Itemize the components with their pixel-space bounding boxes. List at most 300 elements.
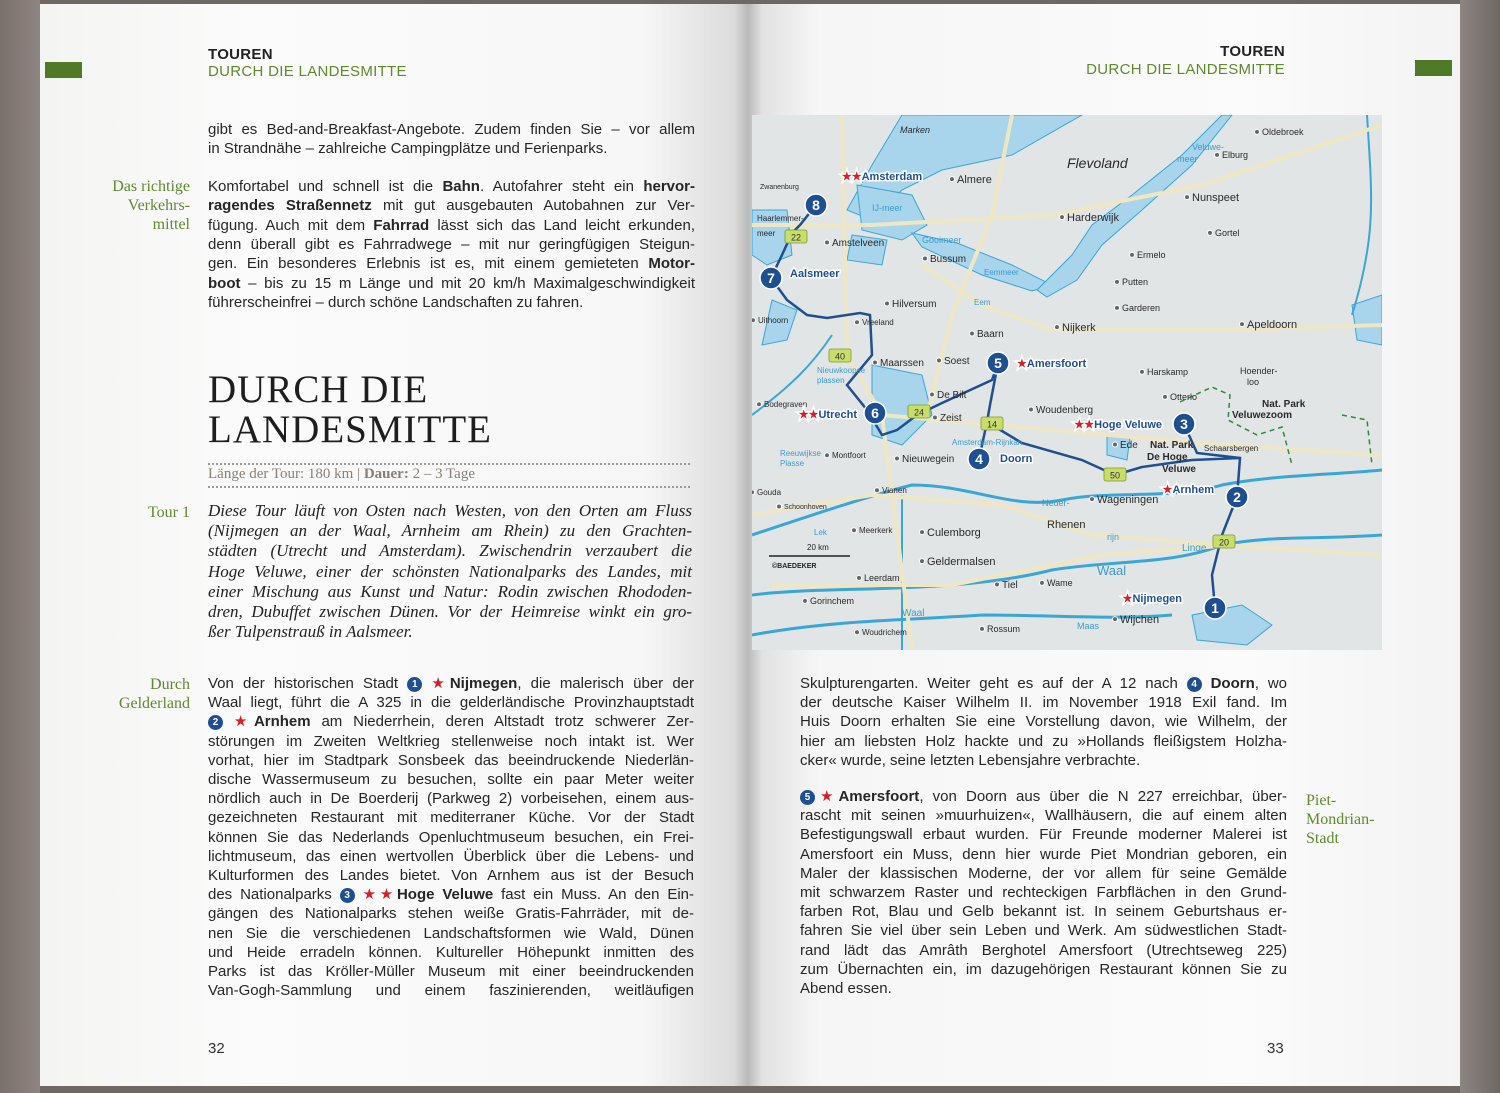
- section-color-bar: [45, 62, 82, 78]
- map-place-label: Baarn: [977, 329, 1004, 340]
- text: Waal liegt, führt die A 325 in die gelderländische Provinzhauptstadt: [208, 694, 694, 712]
- city-dot-icon: [920, 530, 925, 535]
- stop-number-badge: 3: [340, 888, 355, 903]
- text: und Heide erradeln können. Kultureller Höhepunkt inmitten des: [208, 943, 694, 961]
- map-place-label: Veluwe: [1162, 464, 1196, 475]
- map-place-label: Neder-: [1042, 498, 1070, 508]
- text: , die malerisch über der: [517, 675, 694, 692]
- text-line: [208, 789, 694, 808]
- star-rating-icon: ★★: [841, 171, 862, 183]
- text-line: [208, 602, 692, 621]
- city-dot-icon: [1215, 152, 1220, 157]
- bold-term: Doorn: [1201, 675, 1255, 692]
- text-line: [208, 885, 694, 904]
- map-place-label: Zeist: [940, 413, 962, 424]
- map-place-label: Wageningen: [1097, 494, 1159, 506]
- text: dren, Dubuffet zwischen Dünen. Vor der Heimreise winkt ein gro-: [208, 602, 692, 621]
- city-dot-icon: [895, 456, 900, 461]
- map-place-label: Waal: [902, 608, 925, 619]
- divider: [208, 486, 690, 488]
- star-rating-icon: ★: [1122, 593, 1133, 605]
- city-dot-icon: [1255, 129, 1260, 134]
- map-place-label: De Bilt: [937, 390, 967, 401]
- city-dot-icon: [1090, 497, 1095, 502]
- map-place-label: Flevoland: [1067, 155, 1128, 171]
- city-dot-icon: [855, 320, 860, 325]
- text: Komfortabel und schnell ist die: [208, 178, 443, 195]
- map-place-label: Linge: [1182, 543, 1207, 554]
- star-rating-icon: ★: [815, 788, 839, 805]
- map-place-label: Hoender-: [1240, 366, 1278, 376]
- city-dot-icon: [1115, 305, 1120, 310]
- text: denn überall gibt es Fahrradwege – mit nur geringfügigen Steigun-: [208, 235, 695, 253]
- city-dot-icon: [1040, 580, 1045, 585]
- stop-label: ★Amersfoort: [1017, 358, 1087, 370]
- stop-number-badge: 2: [208, 715, 223, 730]
- text-line: [208, 274, 695, 293]
- map-place-label: Vreeland: [862, 318, 894, 327]
- length-label: Länge der Tour:: [208, 466, 305, 482]
- map-place-label: Nieuwkoopse: [817, 366, 866, 375]
- margin-note-line: Gelderland: [118, 695, 190, 712]
- map-place-label: rijn: [1107, 532, 1120, 542]
- text: fahren Sie viel über sein Leben und Werk. Am südwestlichen Stadt-: [800, 922, 1287, 940]
- text-line: [208, 751, 694, 770]
- city-dot-icon: [1115, 279, 1120, 284]
- bold-term: ragendes Straßennetz: [208, 197, 372, 215]
- map-place-label: Culemborg: [927, 527, 981, 539]
- text: Befestigungswall erbaut wurden. Für Freunde moderner Malerei ist: [800, 826, 1287, 844]
- map-place-label: Gorinchem: [810, 596, 855, 606]
- map-place-label: Lek: [814, 528, 827, 537]
- map-place-label: Nieuwegein: [902, 454, 955, 465]
- text-line: [208, 808, 694, 827]
- stop-number: 8: [812, 197, 820, 213]
- map-place-label: Elburg: [1222, 150, 1249, 160]
- text: fügung. Auch mit dem: [208, 216, 374, 234]
- road-number-badge: [908, 405, 930, 418]
- text: in Strandnähe – zahlreiche Campingplätze und Ferienparks.: [208, 140, 608, 158]
- margin-note-line: Tour 1: [148, 504, 190, 521]
- map-place-label: Nat. Park: [1150, 440, 1194, 451]
- road-number-badge: [829, 349, 851, 362]
- text-line: [208, 120, 695, 139]
- city-dot-icon: [1185, 195, 1190, 200]
- stop-number: 3: [1180, 416, 1188, 432]
- map-place-label: Marken: [900, 125, 931, 135]
- text: der deutsche Kaiser Wilhelm II. im November 1918 Exil fand. Im: [800, 694, 1287, 712]
- city-dot-icon: [933, 415, 938, 420]
- map-place-label: Soest: [944, 356, 970, 367]
- text: gängen des Nationalparks stehen weiße Gratis-Fahrräder, mit de-: [208, 905, 694, 923]
- bold-term: hervor-: [643, 178, 695, 195]
- text: Abend essen.: [800, 980, 892, 997]
- city-dot-icon: [777, 504, 782, 509]
- page-number: 33: [1267, 1040, 1284, 1057]
- city-dot-icon: [995, 582, 1000, 587]
- star-rating-icon: ★★: [1074, 419, 1095, 431]
- map-place-label: Geldermalsen: [927, 556, 996, 568]
- map-place-label: Eem: [974, 298, 991, 307]
- city-dot-icon: [752, 318, 756, 323]
- city-dot-icon: [803, 598, 808, 603]
- map-place-label: Amstelveen: [832, 238, 885, 249]
- bold-term: Nijmegen: [449, 675, 518, 692]
- text-line: [208, 866, 694, 885]
- city-dot-icon: [1113, 617, 1118, 622]
- map-place-label: Nijkerk: [1062, 322, 1096, 334]
- text-line: [800, 883, 1287, 902]
- map-place-label: Gooimeer: [922, 235, 962, 245]
- text: städten (Utrecht und Amsterdam). Zwischendrin verzaubert die: [208, 541, 692, 561]
- length-value: 180 km: [307, 466, 354, 482]
- stop-number-badge: 5: [800, 790, 815, 805]
- map-place-label: Amsterdam-Rijnkan.: [952, 438, 1025, 447]
- map-place-label: Apeldoorn: [1247, 319, 1298, 331]
- text: störungen im Zweiten Weltkrieg stellenweise noch intakt ist. Wer: [208, 732, 694, 750]
- text: Van-Gogh-Sammlung und einem faszinierenden, weitläufigen: [208, 982, 694, 1000]
- road-number: 24: [913, 407, 925, 418]
- map-place-label: De Hoge: [1147, 452, 1188, 463]
- map-place-label: Rhenen: [1047, 519, 1086, 531]
- text-line: [800, 921, 1287, 940]
- text-line: [208, 521, 692, 540]
- city-dot-icon: [937, 358, 942, 363]
- map-place-label: loo: [1247, 377, 1260, 387]
- text: Hoge Veluwe, einer der schönsten Nationalparks des Landes, mit: [208, 561, 692, 581]
- stop-label: ★★Amsterdam: [841, 171, 923, 183]
- text-line: [800, 979, 1287, 998]
- stop-number: 1: [1211, 600, 1219, 616]
- tour-meta: [208, 466, 475, 483]
- stop-label: ★★Hoge Veluwe: [1074, 419, 1162, 431]
- map-place-label: Schoonhoven: [784, 504, 827, 511]
- map-place-label: Oldebroek: [1262, 127, 1304, 137]
- text: des Nationalparks: [208, 886, 340, 904]
- city-dot-icon: [1163, 394, 1168, 399]
- bold-term: boot: [208, 274, 241, 292]
- text-line: [208, 293, 695, 312]
- map-place-label: IJ-meer: [872, 203, 903, 213]
- text-line: [208, 904, 694, 923]
- map-place-label: Bussum: [930, 254, 967, 265]
- book-edge-right: [1460, 0, 1500, 1093]
- city-dot-icon: [1060, 215, 1065, 220]
- map-place-label: Woudenberg: [1036, 405, 1094, 416]
- star-rating-icon: ★: [1017, 358, 1027, 370]
- bold-term: Arnhem: [253, 713, 311, 731]
- text: gibt es Bed-and-Breakfast-Angebote. Zudem finden Sie – vor allem: [208, 121, 695, 138]
- map-place-label: meer: [1177, 154, 1198, 164]
- star-rating-icon: ★★: [798, 409, 819, 421]
- text-line: [208, 582, 692, 601]
- map-place-label: Veluwezoom: [1232, 410, 1293, 421]
- margin-note-line: Mondrian-: [1306, 811, 1375, 828]
- text: Maler der klassischen Moderne, der vor allem für seine Gemälde: [800, 864, 1287, 882]
- running-header-section: TOUREN: [1220, 43, 1285, 60]
- text-line: [208, 235, 695, 254]
- city-dot-icon: [920, 559, 925, 564]
- scale-label: 20 km: [807, 543, 829, 552]
- city-dot-icon: [970, 331, 975, 336]
- separator: |: [357, 466, 361, 482]
- map-place-label: Eemmeer: [984, 268, 1019, 277]
- map-place-label: Haarlemmer-: [757, 214, 804, 223]
- margin-note-line: Stadt: [1306, 830, 1339, 847]
- road-number: 50: [1109, 470, 1121, 481]
- map-place-label: Maarssen: [880, 358, 924, 369]
- text: führerscheinfrei – durch schöne Landschaften zu fahren.: [208, 293, 584, 311]
- map-place-label: Nat. Park: [1262, 399, 1306, 410]
- text: Von der historischen Stadt: [208, 675, 408, 692]
- stop-number: 4: [975, 451, 983, 467]
- text: . Autofahrer steht ein: [479, 178, 644, 195]
- text-line: [800, 806, 1287, 825]
- map-place-label: Gouda: [757, 488, 782, 497]
- text-line: [208, 770, 694, 789]
- city-dot-icon: [752, 490, 755, 495]
- text-line: [208, 924, 694, 943]
- text: dische Wassermuseum zu besuchen, sollte ein paar Meter weiter: [208, 771, 694, 788]
- map-place-label: Nunspeet: [1192, 192, 1240, 204]
- text-line: [800, 825, 1287, 844]
- map-place-label: Meerkerk: [859, 526, 893, 535]
- map-place-label: Vianen: [882, 486, 907, 495]
- text-line: [208, 674, 694, 693]
- duration-label: Dauer:: [363, 466, 409, 482]
- text: Parks ist das Kröller-Müller Museum mit einer beeindruckenden: [208, 963, 694, 980]
- text-line: [800, 693, 1287, 712]
- city-dot-icon: [1055, 325, 1060, 330]
- road-number: 22: [790, 232, 802, 243]
- map-place-label: Harskamp: [1147, 367, 1189, 377]
- section-color-bar: [1415, 60, 1452, 76]
- map-place-label: Plasse: [780, 459, 805, 468]
- text: (Nijmegen an der Waal, Arnheim am Rhein) zu den Grachten-: [208, 521, 692, 541]
- text-line: [800, 941, 1287, 960]
- text: Skulpturengarten. Weiter geht es auf der A 12 nach: [800, 675, 1187, 692]
- map-place-label: Almere: [957, 174, 992, 186]
- road-number-badge: [785, 230, 807, 243]
- text-line: [208, 847, 694, 866]
- map-place-label: Montfoort: [832, 451, 866, 460]
- text-line: [800, 902, 1287, 921]
- city-dot-icon: [1208, 230, 1213, 235]
- map-place-label: Uithoorn: [758, 316, 789, 325]
- bold-term: Amersfoort: [838, 788, 920, 805]
- star-rating-icon: ★: [1162, 484, 1173, 496]
- text-line: [208, 541, 692, 560]
- stop-number: 7: [767, 270, 775, 286]
- text: , wo: [1254, 675, 1287, 692]
- city-dot-icon: [873, 360, 878, 365]
- text-line: [208, 254, 695, 273]
- city-dot-icon: [885, 301, 890, 306]
- text-line: [208, 196, 695, 215]
- map-place-label: Waal: [1097, 563, 1127, 578]
- chapter-title-line-2: LANDESMITTE: [208, 408, 492, 451]
- stop-label: Aalsmeer: [790, 268, 840, 280]
- map-place-label: Gortel: [1215, 228, 1240, 238]
- road-number-badge: [1104, 468, 1126, 481]
- text: Diese Tour läuft von Osten nach Westen, von den Orten am Fluss: [208, 501, 692, 520]
- map-place-label: Ermelo: [1137, 250, 1166, 260]
- text-line: [208, 693, 694, 712]
- text-line: [800, 674, 1287, 693]
- text-line: [800, 787, 1287, 806]
- city-dot-icon: [875, 488, 880, 493]
- text-line: [800, 845, 1287, 864]
- road-number-badge: [981, 417, 1003, 430]
- bold-term: Bahn: [442, 178, 480, 195]
- star-rating-icon: ★★: [354, 886, 397, 904]
- text: zum Übernachten ein, im dazugehörigen Restaurant können Sie zu: [800, 960, 1287, 978]
- text-line: [800, 864, 1287, 883]
- text-line: [208, 562, 692, 581]
- margin-note-line: Das richtige: [112, 178, 190, 195]
- text-line: [208, 943, 694, 962]
- map-place-label: Hilversum: [892, 299, 937, 310]
- book-edge-left: [0, 0, 40, 1093]
- running-header-subsection: DURCH DIE LANDESMITTE: [208, 63, 407, 80]
- map-place-label: Ede: [1120, 440, 1138, 451]
- bold-term: Motor-: [648, 255, 695, 273]
- map-place-label: Woudrichem: [862, 628, 907, 637]
- star-rating-icon: ★: [223, 713, 254, 731]
- map-place-label: Putten: [1122, 277, 1149, 287]
- text: – bis zu 15 m Länge und mit 20 km/h Maximalgeschwindigkeit: [240, 274, 695, 292]
- copyright: ©BAEDEKER: [772, 563, 817, 570]
- tour-map: [752, 115, 1382, 650]
- margin-note-line: mittel: [152, 216, 190, 233]
- text-line: [208, 732, 694, 751]
- text-line: [800, 712, 1287, 731]
- road-number: 14: [986, 419, 998, 430]
- city-dot-icon: [757, 402, 762, 407]
- road-number: 40: [834, 351, 846, 362]
- text: Huis Doorn erhalten Sie eine Vorstellung davon, wie Wilhelm, der: [800, 713, 1287, 731]
- map-place-label: Zwanenburg: [760, 184, 799, 191]
- chapter-title-line-1: DURCH DIE: [208, 368, 429, 411]
- margin-note-line: Durch: [150, 676, 190, 693]
- text: cker« wurde, seine letzten Lebensjahre verbrachte.: [800, 751, 1141, 769]
- divider: [208, 463, 690, 465]
- map-place-label: Veluwe-: [1192, 142, 1225, 152]
- city-dot-icon: [825, 453, 830, 458]
- text: am Niederrhein, deren Altstadt trotz schwerer Zer-: [310, 713, 695, 731]
- text-line: [208, 139, 695, 158]
- map-place-label: Leerdam: [864, 573, 900, 583]
- text-line: [208, 828, 694, 847]
- text: , von Doorn aus über die N 227 erreichbar, über-: [919, 788, 1287, 805]
- map-land: [752, 115, 1382, 650]
- city-dot-icon: [980, 626, 985, 631]
- text: gen. Ein besonderes Erlebnis ist es, mit einem gemieteten: [208, 255, 649, 273]
- text-line: [208, 177, 695, 196]
- map-place-label: plassen: [817, 376, 845, 385]
- map-place-label: Bodegraven: [764, 400, 808, 409]
- city-dot-icon: [857, 575, 862, 580]
- text: ßer Tulpenstrauß in Aalsmeer.: [208, 622, 413, 642]
- map-place-label: Harderwijk: [1067, 212, 1119, 224]
- text: Amersfoort ein Muss, denn hier wurde Piet Mondrian geboren, ein: [800, 845, 1287, 863]
- stop-number: 5: [994, 355, 1002, 371]
- road-number-badge: [1213, 535, 1235, 548]
- text-line: [208, 216, 695, 235]
- margin-note-line: Verkehrs-: [127, 197, 190, 214]
- map-place-label: Wame: [1047, 578, 1073, 588]
- text: mit gut ausgebauten Autobahnen zur Ver-: [371, 197, 695, 215]
- text-line: [208, 712, 694, 731]
- map-place-label: Otterlo: [1170, 392, 1198, 402]
- text: rascht mit seinen »muurhuizen«, Wallhäusern, die auf einem alten: [800, 807, 1287, 825]
- city-dot-icon: [825, 240, 830, 245]
- city-dot-icon: [855, 630, 860, 635]
- city-dot-icon: [1130, 252, 1135, 257]
- text: mit schwarzem Raster und rechteckigen Farbflächen in den Grund-: [800, 884, 1287, 901]
- map-place-label: Maas: [1077, 621, 1100, 631]
- stop-number: 2: [1233, 489, 1241, 505]
- road-number: 20: [1218, 537, 1230, 548]
- text-line: [800, 751, 1287, 770]
- bold-term: Hoge Veluwe: [396, 886, 494, 904]
- text: gezeichneten Restaurant mit mediterraner Küche. Vor der Stadt: [208, 809, 694, 827]
- stop-number-badge: 1: [407, 677, 422, 692]
- city-dot-icon: [923, 256, 928, 261]
- text: rand lädt das Amrâth Berghotel Amersfoort (Utrechtseweg 225): [800, 941, 1287, 959]
- text: farben Rot, Blau und Gelb bekannt ist. In seinem Geburtshaus er-: [800, 903, 1287, 921]
- city-dot-icon: [930, 392, 935, 397]
- text: vorhat, hier im Stadtpark Sonsbeek das beeindruckende Niederlän-: [208, 751, 694, 769]
- page-number: 32: [208, 1040, 225, 1057]
- map-place-label: meer: [757, 229, 776, 238]
- city-dot-icon: [1140, 369, 1145, 374]
- map-place-label: Wijchen: [1120, 614, 1160, 626]
- text: hier am liebsten Holz hackte und zu »Hollands fleißigstem Holzha-: [800, 732, 1287, 750]
- city-dot-icon: [1113, 442, 1118, 447]
- city-dot-icon: [1029, 407, 1034, 412]
- text: Kulturformen des Landes bietet. Von Arnhem aus ist der Besuch: [208, 867, 694, 884]
- star-rating-icon: ★: [422, 675, 450, 692]
- text: nördlich auch in De Boerderij (Parkweg 2) vorbeisehen, einem aus-: [208, 790, 694, 808]
- text: fast ein Muss. An den Ein-: [493, 886, 695, 904]
- map-place-label: Tiel: [1002, 580, 1018, 591]
- text: nen Sie die verschiedenen Landschaftsformen wie Wald, Dünen: [208, 924, 694, 942]
- text: lässt sich das Land leicht erkunden,: [429, 216, 695, 234]
- stop-label: ★Arnhem: [1162, 484, 1214, 496]
- duration-value: 2 – 3 Tage: [412, 466, 475, 482]
- map-place-label: Rossum: [987, 624, 1021, 634]
- stop-number-badge: 4: [1187, 677, 1202, 692]
- running-header-subsection: DURCH DIE LANDESMITTE: [1086, 61, 1285, 78]
- text: lichtmuseum, das einen wertvollen Überblick über die Lebens- und: [208, 847, 694, 865]
- stop-number: 6: [871, 405, 879, 421]
- text-line: [208, 501, 692, 520]
- text-line: [800, 960, 1287, 979]
- city-dot-icon: [950, 177, 955, 182]
- city-dot-icon: [852, 528, 857, 533]
- text-line: [208, 962, 694, 981]
- stop-label: Doorn: [1000, 453, 1033, 465]
- text-line: [208, 622, 692, 641]
- stop-label: ★★Utrecht: [798, 409, 857, 421]
- text: einer Mischung aus Kunst und Natur: Rodin zwischen Rhododen-: [208, 581, 692, 601]
- text: können Sie das Nederlands Openluchtmuseum besuchen, ein Frei-: [208, 828, 694, 846]
- margin-note-line: Piet-: [1306, 792, 1337, 809]
- text-line: [208, 981, 694, 1000]
- text-line: [800, 732, 1287, 751]
- map-place-label: Schaarsbergen: [1204, 444, 1259, 453]
